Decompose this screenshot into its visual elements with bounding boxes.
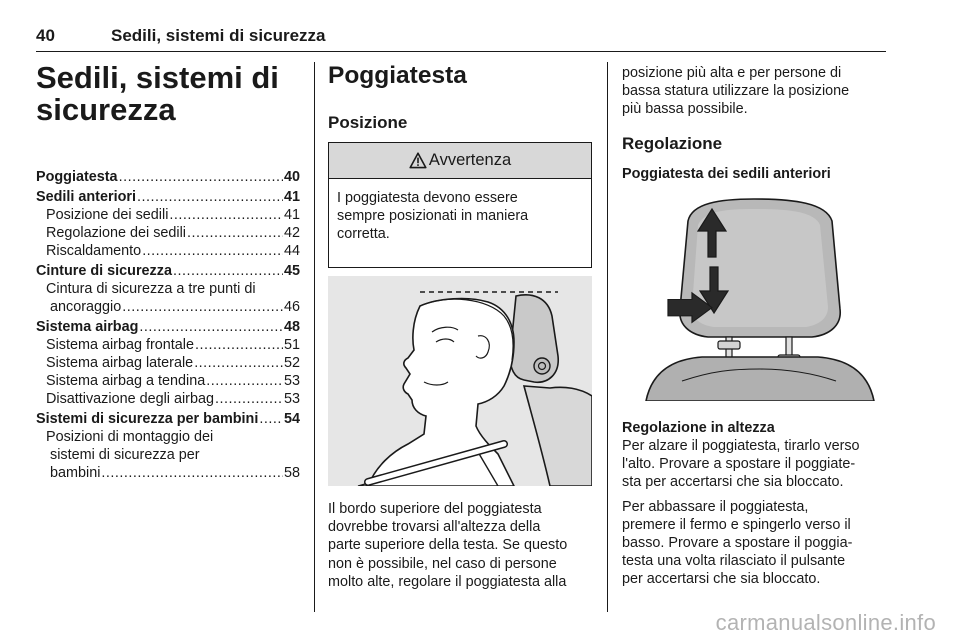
body-paragraph: Il bordo superiore del poggiatesta dovrebbe trovarsi all'altezza della parte superiore della testa. Se questo non è possibile, nel caso di persone molto alte, regolare il poggiatesta alla [328,501,568,590]
toc-leader [122,298,283,316]
warning-line: sempre posizionati in maniera [337,208,529,225]
toc-label: Sedili anteriori [36,188,136,205]
toc-leader [259,410,283,428]
subsection-title-front-headrests: Poggiatesta dei sedili anteriori [622,165,831,182]
toc-page: 46 [283,299,300,316]
warning-title: Avvertenza [428,151,512,169]
toc-entry-disattivazione-airbag[interactable] [36,390,300,408]
toc-label: Sistema airbag [36,318,139,335]
body-paragraph: Per alzare il poggiatesta, tirarlo verso l'alto. Provare a spostare il poggiate- sta per accertarsi che sia bloccato. [622,438,860,491]
content-column-middle [328,62,592,591]
toc-leader [169,206,283,224]
toc-page: 58 [283,465,300,482]
toc-entry-posizioni-montaggio[interactable]: Posizioni di montaggio dei [46,429,214,446]
chapter-title [36,62,300,126]
toc-entry-cintura-tre-punti-cont[interactable] [36,298,300,316]
height-adjust-text [622,437,886,589]
warning-text [329,179,591,267]
page-number: 40 [36,26,55,45]
toc-page: 48 [283,318,300,335]
toc-leader [119,168,283,186]
toc-leader [215,390,283,408]
toc-leader [195,336,283,354]
toc-leader [137,188,283,206]
headrest-position-text-continued [622,64,886,119]
chapter-title-line: Sedili, sistemi di [36,60,279,95]
toc-page: 53 [283,391,300,408]
toc-entry-posizioni-montaggio-cont[interactable]: sistemi di sicurezza per [50,447,200,464]
toc-column [36,62,300,483]
subsection-title-height-adjust: Regolazione in altezza [622,419,775,436]
toc-entry-sistemi-bambini[interactable] [36,410,300,428]
page-header [36,26,886,52]
toc-entry-riscaldamento[interactable] [36,242,300,260]
toc-entry-cintura-tre-punti[interactable]: Cintura di sicurezza a tre punti di [46,280,256,297]
toc-leader [187,224,283,242]
toc-page: 45 [283,262,300,279]
toc-leader [194,354,283,372]
toc-leader [206,372,283,390]
section-title-poggiatesta: Poggiatesta [328,62,467,89]
chapter-title-line: sicurezza [36,92,176,127]
column-divider [314,62,315,612]
toc-entry-airbag-frontale[interactable] [36,336,300,354]
warning-line: I poggiatesta devono essere [337,190,518,206]
toc-page: 41 [283,188,300,205]
toc-page: 44 [283,243,300,260]
toc-label: bambini [50,465,101,482]
toc-page: 42 [283,224,300,241]
toc-page: 53 [283,373,300,390]
toc-label: Sistema airbag a tendina [46,373,206,390]
running-header-title: Sedili, sistemi di sicurezza [111,26,326,45]
section-title-regolazione: Regolazione [622,133,723,153]
toc-page: 54 [283,410,300,427]
toc-entry-poggiatesta[interactable] [36,168,300,186]
headrest-position-illustration [328,276,592,486]
toc-entry-posizione-sedili[interactable] [36,206,300,224]
warning-line: corretta. [337,226,390,243]
toc-label: Sistema airbag laterale [46,354,194,371]
toc-entry-sistema-airbag[interactable] [36,318,300,336]
toc-page: 41 [283,206,300,223]
content-column-right [622,62,886,589]
toc-page: 40 [283,169,300,185]
toc-leader [139,318,283,336]
toc-label: ancoraggio [50,299,122,316]
toc-entry-airbag-tendina[interactable] [36,372,300,390]
toc-label: Sistemi di sicurezza per bambini [36,410,259,427]
toc-label: Cinture di sicurezza [36,262,172,279]
toc-entry-airbag-laterale[interactable] [36,354,300,372]
toc-leader [101,464,283,482]
toc-label: Posizione dei sedili [46,206,169,223]
toc-label: Riscaldamento [46,243,142,260]
toc-page: 52 [283,354,300,371]
toc-label: Poggiatesta [36,169,118,185]
warning-box [328,142,592,268]
toc-entry-posizioni-montaggio-end[interactable] [36,464,300,482]
body-paragraph: Per abbassare il poggiatesta, premere il fermo e spingerlo verso il basso. Provare a spostare il poggia- testa una volta rilasciato il pulsante per accertarsi che sia bloccato. [622,498,853,588]
table-of-contents [36,168,300,483]
toc-entry-sedili-anteriori[interactable] [36,188,300,206]
body-paragraph: posizione più alta e per persone di bassa statura utilizzare la posizione più bassa possibile. [622,65,850,118]
subsection-title-posizione: Posizione [328,113,408,132]
headrest-position-text [328,500,592,591]
toc-leader [142,242,283,260]
headrest-adjustment-illustration [622,191,886,401]
toc-page: 51 [283,336,300,353]
warning-header [329,143,591,179]
toc-entry-regolazione-sedili[interactable] [36,224,300,242]
toc-label: Sistema airbag frontale [46,336,194,353]
warning-triangle-icon [409,152,427,169]
toc-leader [173,262,283,280]
column-divider [607,62,608,612]
toc-label: Disattivazione degli airbag [46,391,214,408]
watermark: carmanualsonline.info [715,610,936,635]
toc-entry-cinture[interactable] [36,262,300,280]
toc-label: Regolazione dei sedili [46,224,186,241]
